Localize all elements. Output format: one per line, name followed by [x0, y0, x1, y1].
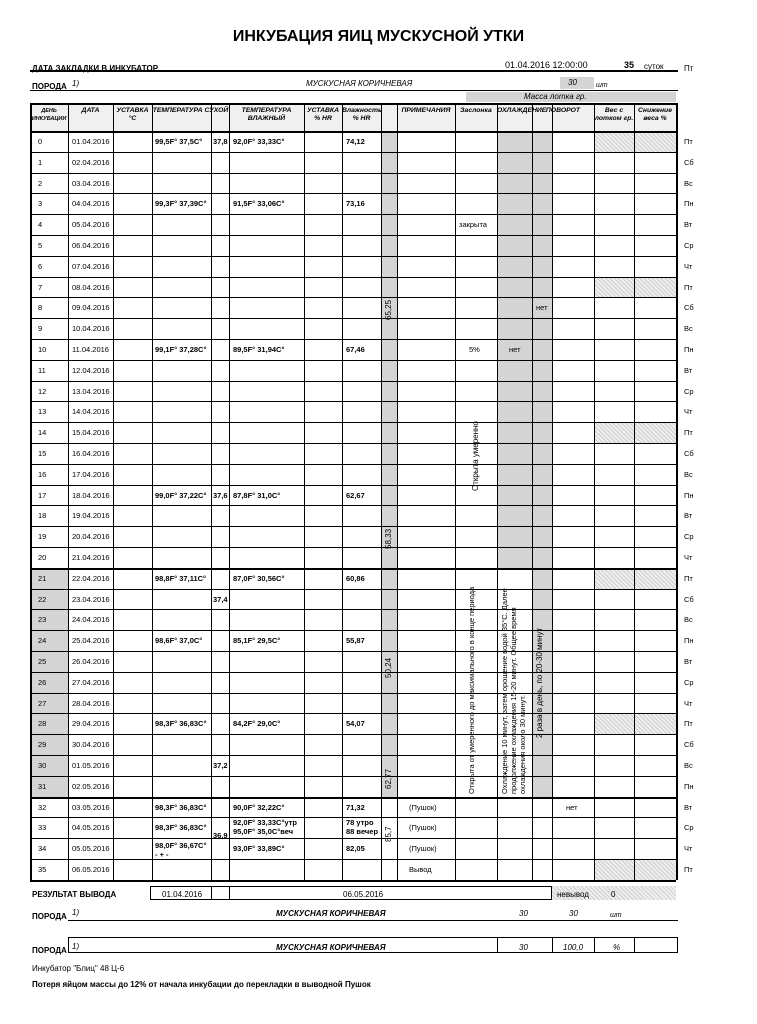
- incubator-model: Инкубатор "Блиц" 48 Ц-6: [32, 964, 125, 973]
- row-day: 10: [38, 345, 47, 354]
- result-to: 06.05.2016: [343, 890, 384, 899]
- row-date: 17.04.2016: [72, 469, 110, 479]
- col-line-12: [532, 103, 533, 880]
- weight-hatch-row-14: [594, 422, 676, 443]
- row-date: 30.04.2016: [72, 740, 110, 750]
- row-line-5: [30, 235, 676, 236]
- weight-hatch-row-0: [594, 131, 676, 152]
- row-line-17: [30, 485, 676, 486]
- col-line-11: [497, 103, 498, 880]
- row-day: 32: [38, 802, 47, 812]
- row-day: 28: [38, 719, 47, 729]
- row-line-25: [30, 651, 676, 652]
- col-line-8: [381, 103, 382, 880]
- row-date: 29.04.2016: [72, 719, 110, 729]
- row-temp-dry: 99,0F° 37,22C°: [155, 490, 207, 500]
- dry2-merged-33-34: 36,9: [213, 831, 228, 841]
- breed-num: 1): [72, 79, 80, 88]
- row-temp-wet: 87,0F° 30,56C°: [233, 573, 285, 583]
- row-day: 7: [38, 282, 43, 292]
- row-day: 30: [38, 761, 47, 770]
- row-temp-wet: 87,8F° 31,0C°: [233, 490, 281, 500]
- row-humidity: 73,16: [346, 199, 365, 209]
- row-line-4: [30, 214, 676, 215]
- result-divider-1: [211, 886, 212, 900]
- result-breed-name: МУСКУСНАЯ КОРИЧНЕВАЯ: [276, 909, 386, 918]
- row-line-36: [30, 880, 676, 882]
- row-temp-wet: 85,1F° 29,5C°: [233, 636, 281, 646]
- days-count: 35: [624, 60, 635, 70]
- header-weight: Вес с лотком гр.: [594, 107, 634, 122]
- row-temp-wet: 93,0F° 33,89C°: [233, 844, 285, 854]
- row-weekday: Пт: [684, 865, 693, 874]
- row-day: 13: [38, 407, 47, 417]
- row-day: 1: [38, 157, 43, 167]
- col-line-1: [68, 103, 69, 880]
- row-date: 11.04.2016: [72, 345, 109, 354]
- header-temp-dry: ТЕМПЕРАТУРА СУХОЙ: [152, 107, 229, 114]
- row-date: 05.05.2016: [72, 844, 110, 854]
- row-line-11: [30, 360, 676, 361]
- setpoint-rh-5: 85,7: [384, 826, 393, 843]
- row-day: 22: [38, 594, 47, 604]
- result-from: 01.04.2016: [162, 890, 203, 899]
- row-weekday: Вс: [684, 615, 693, 625]
- row-temp-dry: 98,3F° 36,83C°: [155, 823, 207, 833]
- row-line-9: [30, 318, 676, 319]
- col-line-13: [552, 103, 553, 880]
- result-label: РЕЗУЛЬТАТ ВЫВОДА: [32, 890, 117, 899]
- row-temp-dry: 98,0F° 36,67C° - + -: [155, 841, 207, 860]
- row-day: 6: [38, 261, 43, 271]
- row-line-15: [30, 443, 676, 444]
- result-breed-num-2: 1): [72, 942, 80, 951]
- row-day: 33: [38, 823, 47, 833]
- row-weekday: Пн: [684, 345, 694, 354]
- col-line-7: [342, 103, 343, 880]
- row-weekday: Вт: [684, 657, 693, 666]
- row-line-3: [30, 193, 676, 194]
- row-day: 15: [38, 449, 47, 458]
- row-date: 01.04.2016: [72, 137, 110, 146]
- row-date: 02.05.2016: [72, 781, 110, 791]
- row-temp-dry-2: 37,6: [213, 490, 228, 500]
- row-weekday: Чт: [684, 698, 693, 708]
- row-temp-dry: 98,3F° 36,83C°: [155, 802, 207, 812]
- col-line-4: [211, 103, 212, 880]
- row-note: (Пушок): [409, 823, 437, 833]
- row-date: 25.04.2016: [72, 636, 110, 646]
- row-humidity: 78 утро 88 вечер: [346, 818, 379, 837]
- row-humidity: 55,87: [346, 636, 365, 646]
- header-turning: ПОВОРОТ: [545, 107, 581, 114]
- row-date: 12.04.2016: [72, 365, 110, 375]
- row-humidity: 71,32: [346, 802, 365, 812]
- row-weekday: Ср: [684, 241, 694, 250]
- header-setpoint: УСТАВКА °С: [116, 107, 149, 122]
- row-day: 29: [38, 740, 47, 750]
- weekday-top: Пт: [684, 64, 694, 73]
- result-breed-num: 1): [72, 908, 80, 917]
- row-weekday: Пт: [684, 573, 693, 583]
- row-weekday: Чт: [684, 553, 693, 562]
- row-day: 21: [38, 573, 47, 583]
- not-hatched-label: невывод: [557, 890, 589, 899]
- header-day: ДЕНЬ ИНКУБАЦИИ: [31, 108, 67, 122]
- egg-count-box: [560, 77, 594, 89]
- result-breed-line: [68, 920, 678, 921]
- row-temp-wet: 89,5F° 31,94C°: [233, 345, 285, 354]
- row-day: 3: [38, 199, 43, 209]
- row-date: 19.04.2016: [72, 511, 110, 521]
- row-weekday: Вс: [684, 761, 693, 770]
- row-day: 27: [38, 698, 47, 708]
- row-day: 26: [38, 677, 47, 687]
- cooling-no-1: нет: [509, 345, 521, 354]
- weight-hatch-row-21: [594, 568, 676, 589]
- row-line-13: [30, 401, 676, 402]
- setpoint-rh-3: 50,24: [384, 657, 393, 678]
- col-line-3: [152, 103, 153, 880]
- row-line-16: [30, 464, 676, 465]
- col-line-16: [676, 103, 678, 880]
- col-line-14: [594, 103, 595, 880]
- result-box-2: [68, 937, 678, 953]
- row-day: 24: [38, 636, 47, 646]
- row-temp-dry: 99,1F° 37,28C°: [155, 345, 207, 354]
- row-day: 18: [38, 511, 47, 521]
- row-line-6: [30, 256, 676, 257]
- row-humidity: 60,86: [346, 573, 365, 583]
- result-box-2-div-2: [552, 937, 553, 953]
- turning-no: нет: [566, 802, 578, 812]
- row-temp-dry: 99,3F° 37,39C°: [155, 199, 207, 209]
- row-note: (Пушок): [409, 844, 437, 854]
- row-date: 06.05.2016: [72, 865, 110, 874]
- col-line-10: [455, 103, 456, 880]
- result-box-2-div-3: [594, 937, 595, 953]
- row-line-18: [30, 505, 676, 506]
- footer-note: Потеря яйцом массы до 12% от начала инкубации до перекладки в выводной Пушок: [32, 980, 371, 989]
- result-v3: 30: [519, 943, 528, 952]
- breed-label: ПОРОДА: [32, 82, 67, 91]
- col-line-2: [113, 103, 114, 880]
- weight-hatch-row-28: [594, 713, 676, 734]
- result-unit2: %: [613, 943, 621, 952]
- row-weekday: Сб: [684, 157, 694, 167]
- row-temp-wet: 90,0F° 32,22C°: [233, 802, 285, 812]
- col-line-9: [397, 103, 398, 880]
- row-line-30: [30, 755, 676, 756]
- row-weekday: Ср: [684, 386, 694, 396]
- row-temp-dry: 99,5F° 37,5C°: [155, 137, 203, 146]
- row-date: 07.04.2016: [72, 261, 110, 271]
- row-line-34: [30, 838, 676, 839]
- row-line-29: [30, 734, 676, 735]
- row-day: 19: [38, 532, 47, 542]
- row-weekday: Пт: [684, 719, 693, 729]
- row-weekday: Вт: [684, 511, 693, 521]
- days-unit: суток: [644, 62, 664, 71]
- header-notes: ПРИМЕЧАНИЯ: [401, 107, 451, 114]
- setpoint-rh-1: 65,25: [384, 300, 393, 321]
- not-hatched-value: 0: [611, 890, 616, 899]
- row-weekday: Сб: [684, 594, 694, 604]
- damper-mod-max: Открыта от умеренного до максимального в конце периода: [467, 586, 476, 794]
- row-day: 0: [38, 137, 43, 146]
- col-line-5: [229, 103, 230, 880]
- row-temp-wet: 92,0F° 33,33C°утр 95,0F° 35,0C°веч: [233, 818, 297, 837]
- header-setpoint-rh: УСТАВКА % НR: [306, 107, 340, 122]
- row-weekday: Пн: [684, 636, 694, 646]
- row-date: 24.04.2016: [72, 615, 110, 625]
- row-temp-dry: 98,8F° 37,11C°: [155, 573, 207, 583]
- row-day: 17: [38, 490, 47, 500]
- header-date: ДАТА: [81, 107, 100, 114]
- row-date: 26.04.2016: [72, 657, 110, 666]
- row-line-35: [30, 859, 676, 860]
- header-temp-wet: ТЕМПЕРАТУРА ВЛАЖНЫЙ: [241, 107, 292, 122]
- row-line-0: [30, 131, 676, 133]
- row-line-14: [30, 422, 676, 423]
- row-humidity: 74,12: [346, 137, 365, 146]
- result-breed-label-2: ПОРОДА: [32, 946, 67, 955]
- damper-closed: закрыта: [459, 220, 487, 230]
- col-line-0: [30, 103, 32, 880]
- result-box-2-div-4: [634, 937, 635, 953]
- row-weekday: Сб: [684, 303, 694, 313]
- row-weekday: Пн: [684, 490, 694, 500]
- row-weekday: Пт: [684, 282, 693, 292]
- row-weekday: Сб: [684, 740, 694, 750]
- row-date: 14.04.2016: [72, 407, 110, 417]
- row-temp-dry: 98,6F° 37,0C°: [155, 636, 203, 646]
- result-breed-name-2: МУСКУСНАЯ КОРИЧНЕВАЯ: [276, 943, 386, 952]
- page-title: ИНКУБАЦИЯ ЯИЦ МУСКУСНОЙ УТКИ: [232, 28, 525, 45]
- result-v4: 100,0: [563, 943, 584, 952]
- row-day: 4: [38, 220, 43, 230]
- row-date: 16.04.2016: [72, 449, 110, 458]
- row-day: 12: [38, 386, 47, 396]
- breed-line: [30, 90, 678, 91]
- day-col-shade-21-31: [30, 568, 68, 797]
- result-box-2-div-1: [497, 937, 498, 953]
- row-line-21: [30, 568, 676, 570]
- result-breed-label: ПОРОДА: [32, 912, 67, 921]
- row-date: 10.04.2016: [72, 324, 110, 334]
- row-day: 5: [38, 241, 43, 250]
- row-weekday: Чт: [684, 407, 693, 417]
- row-weekday: Пт: [684, 137, 693, 146]
- header-top-line: [30, 103, 676, 105]
- row-line-31: [30, 776, 676, 777]
- row-date: 20.04.2016: [72, 532, 110, 542]
- row-humidity: 67,46: [346, 345, 365, 354]
- row-weekday: Ср: [684, 823, 694, 833]
- damper-moderate: Открыта умеренно: [471, 420, 480, 491]
- row-temp-dry-2: 37,8: [213, 137, 228, 146]
- result-v1: 30: [519, 909, 528, 918]
- row-date: 03.04.2016: [72, 178, 110, 188]
- row-date: 02.04.2016: [72, 157, 110, 167]
- row-weekday: Вс: [684, 178, 693, 188]
- row-weekday: Чт: [684, 261, 693, 271]
- result-divider-2: [229, 886, 230, 900]
- turning-desc: 2 раза в день, по 20-30 минут: [535, 628, 544, 739]
- row-temp-wet: 84,2F° 29,0C°: [233, 719, 281, 729]
- row-date: 27.04.2016: [72, 677, 110, 687]
- row-date: 04.04.2016: [72, 199, 110, 209]
- row-weekday: Вт: [684, 802, 693, 812]
- row-date: 08.04.2016: [72, 282, 110, 292]
- row-day: 16: [38, 469, 47, 479]
- header-humidity: Влажность % НR: [342, 107, 383, 122]
- row-day: 25: [38, 657, 47, 666]
- row-day: 31: [38, 781, 47, 791]
- setpoint-rh-4: 62,77: [384, 768, 393, 789]
- row-weekday: Пн: [684, 781, 694, 791]
- row-line-2: [30, 173, 676, 174]
- row-weekday: Вт: [684, 365, 693, 375]
- row-weekday: Ср: [684, 677, 694, 687]
- row-date: 21.04.2016: [72, 553, 110, 562]
- row-line-10: [30, 339, 676, 340]
- row-line-27: [30, 693, 676, 694]
- row-weekday: Ср: [684, 532, 694, 542]
- row-day: 14: [38, 428, 47, 438]
- cooling-no-2: нет: [536, 303, 548, 313]
- row-date: 18.04.2016: [72, 490, 110, 500]
- cooling-desc: Охлаждение 10 минут, затем орошение водой 35°С. Далее продолжение охлаждения 15-20 минут. Общее время охлаждения около 30 минут.: [500, 588, 527, 794]
- row-weekday: Чт: [684, 844, 693, 854]
- row-line-23: [30, 609, 676, 610]
- row-day: 2: [38, 178, 43, 188]
- row-note: Вывод: [409, 865, 432, 874]
- weight-hatch-row-35: [594, 859, 676, 880]
- row-line-24: [30, 630, 676, 631]
- row-weekday: Сб: [684, 449, 694, 458]
- row-day: 35: [38, 865, 47, 874]
- row-day: 34: [38, 844, 47, 854]
- row-line-1: [30, 152, 676, 153]
- row-humidity: 54,07: [346, 719, 365, 729]
- row-weekday: Вс: [684, 324, 693, 334]
- row-day: 9: [38, 324, 43, 334]
- row-date: 28.04.2016: [72, 698, 110, 708]
- row-humidity: 82,05: [346, 844, 365, 854]
- row-line-7: [30, 277, 676, 278]
- row-line-26: [30, 672, 676, 673]
- col-line-6: [304, 103, 305, 880]
- row-date: 15.04.2016: [72, 428, 110, 438]
- row-line-28: [30, 713, 676, 714]
- tray-mass-label: Масса лотка гр.: [524, 92, 587, 101]
- row-line-12: [30, 381, 676, 382]
- start-datetime: 01.04.2016 12:00:00: [505, 60, 588, 70]
- header-damper: Заслонка: [460, 107, 492, 114]
- row-note: (Пушок): [409, 802, 437, 812]
- row-day: 20: [38, 553, 47, 562]
- weight-hatch-row-7: [594, 277, 676, 298]
- result-v2: 30: [569, 909, 578, 918]
- egg-count-unit: шт: [596, 82, 608, 89]
- col-line-15: [634, 103, 635, 880]
- breed-name: МУСКУСНАЯ КОРИЧНЕВАЯ: [306, 79, 413, 88]
- header-loss: Снижение веса %: [638, 107, 672, 122]
- row-line-20: [30, 547, 676, 548]
- row-line-8: [30, 297, 676, 298]
- row-temp-wet: 92,0F° 33,33C°: [233, 137, 285, 146]
- start-date-label: ДАТА ЗАКЛАДКИ В ИНКУБАТОР: [32, 64, 159, 73]
- row-date: 05.04.2016: [72, 220, 110, 230]
- row-date: 01.05.2016: [72, 761, 110, 770]
- row-line-32: [30, 797, 676, 799]
- row-temp-wet: 91,5F° 33,06C°: [233, 199, 285, 209]
- header-cooling: ОХЛАЖДЕНИЕ: [497, 107, 547, 114]
- row-temp-dry-2: 37,2: [213, 761, 228, 770]
- result-unit1: шт: [610, 912, 622, 919]
- row-day: 11: [38, 365, 46, 375]
- row-temp-dry: 98,3F° 36,83C°: [155, 719, 207, 729]
- row-date: 22.04.2016: [72, 573, 110, 583]
- row-date: 09.04.2016: [72, 303, 110, 313]
- egg-count: 30: [568, 78, 577, 87]
- row-humidity: 62,67: [346, 490, 365, 500]
- row-day: 8: [38, 303, 43, 313]
- row-date: 04.05.2016: [72, 823, 110, 833]
- row-temp-dry-2: 37,4: [213, 594, 228, 604]
- row-weekday: Пн: [684, 199, 694, 209]
- row-weekday: Пт: [684, 428, 693, 438]
- row-day: 23: [38, 615, 47, 625]
- row-date: 06.04.2016: [72, 241, 110, 250]
- row-line-22: [30, 589, 676, 590]
- row-date: 23.04.2016: [72, 594, 110, 604]
- row-line-19: [30, 526, 676, 527]
- damper-5: 5%: [469, 345, 480, 354]
- row-date: 13.04.2016: [72, 386, 110, 396]
- row-weekday: Вт: [684, 220, 693, 230]
- row-date: 03.05.2016: [72, 802, 110, 812]
- row-weekday: Вс: [684, 469, 693, 479]
- setpoint-rh-2: 58,33: [384, 528, 393, 549]
